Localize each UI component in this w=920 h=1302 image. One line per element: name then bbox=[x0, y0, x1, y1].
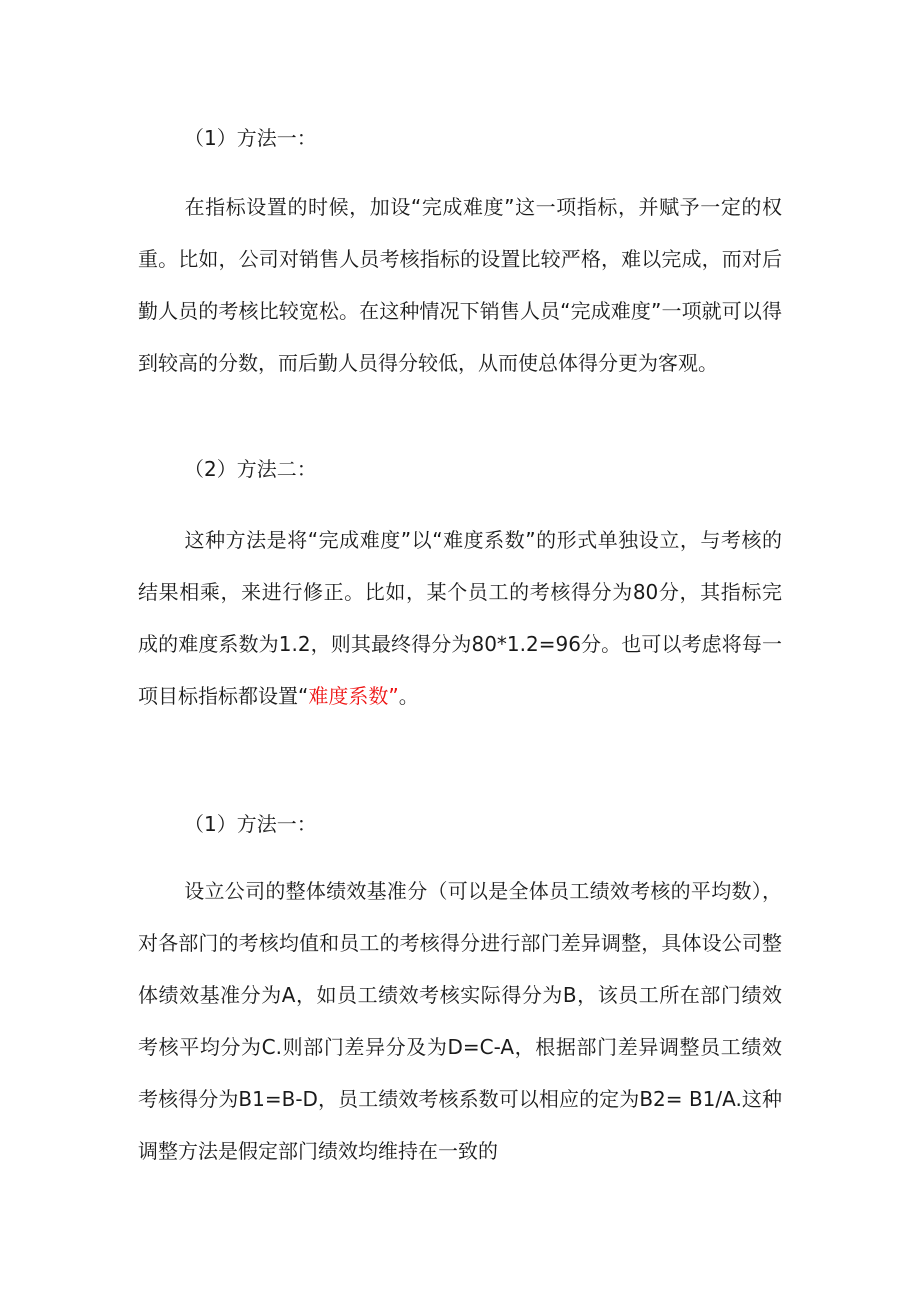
section-heading-method-one: （1）方法一： bbox=[184, 126, 317, 150]
paragraph-closing: 。 bbox=[398, 684, 419, 708]
section-heading-method-one-second: （1）方法一： bbox=[184, 812, 317, 836]
paragraph-method-two bbox=[138, 514, 782, 722]
paragraph-method-one bbox=[138, 181, 782, 389]
open-quote: “ bbox=[298, 684, 309, 708]
paragraph-text: 设立公司的整体绩效基准分（可以是全体员工绩效考核的平均数），对各部门的考核均值和员工的考核得分进行部门差异调整，具体设公司整体绩效基准分为A，如员工绩效考核实际得分为B，该员工所在部门绩效考核平均分为C.则部门差异分及为D=C-A，根据部门差异调整员工绩效考核得分为B1=B-D，员工绩效考核系数可以相应的定为B2= B1/A.这种调整方法是假定部门绩效均维持在一致的 bbox=[138, 879, 782, 1163]
paragraph-text: 在指标设置的时候，加设“完成难度”这一项指标，并赋予一定的权重。比如，公司对销售人员考核指标的设置比较严格，难以完成，而对后勤人员的考核比较宽松。在这种情况下销售人员“完成难度”一项就可以得到较高的分数，而后勤人员得分较低，从而使总体得分更为客观。 bbox=[138, 195, 782, 375]
paragraph-baseline-method bbox=[138, 865, 782, 1177]
highlighted-term: 难度系数” bbox=[308, 684, 399, 708]
paragraph-text: 这种方法是将“完成难度”以“难度系数”的形式单独设立，与考核的结果相乘，来进行修正。比如，某个员工的考核得分为80分，其指标完成的难度系数为1.2，则其最终得分为80*1.2=96分。也可以考虑将每一项目标指标都设置 bbox=[138, 528, 782, 708]
section-heading-method-two: （2）方法二： bbox=[184, 457, 317, 481]
